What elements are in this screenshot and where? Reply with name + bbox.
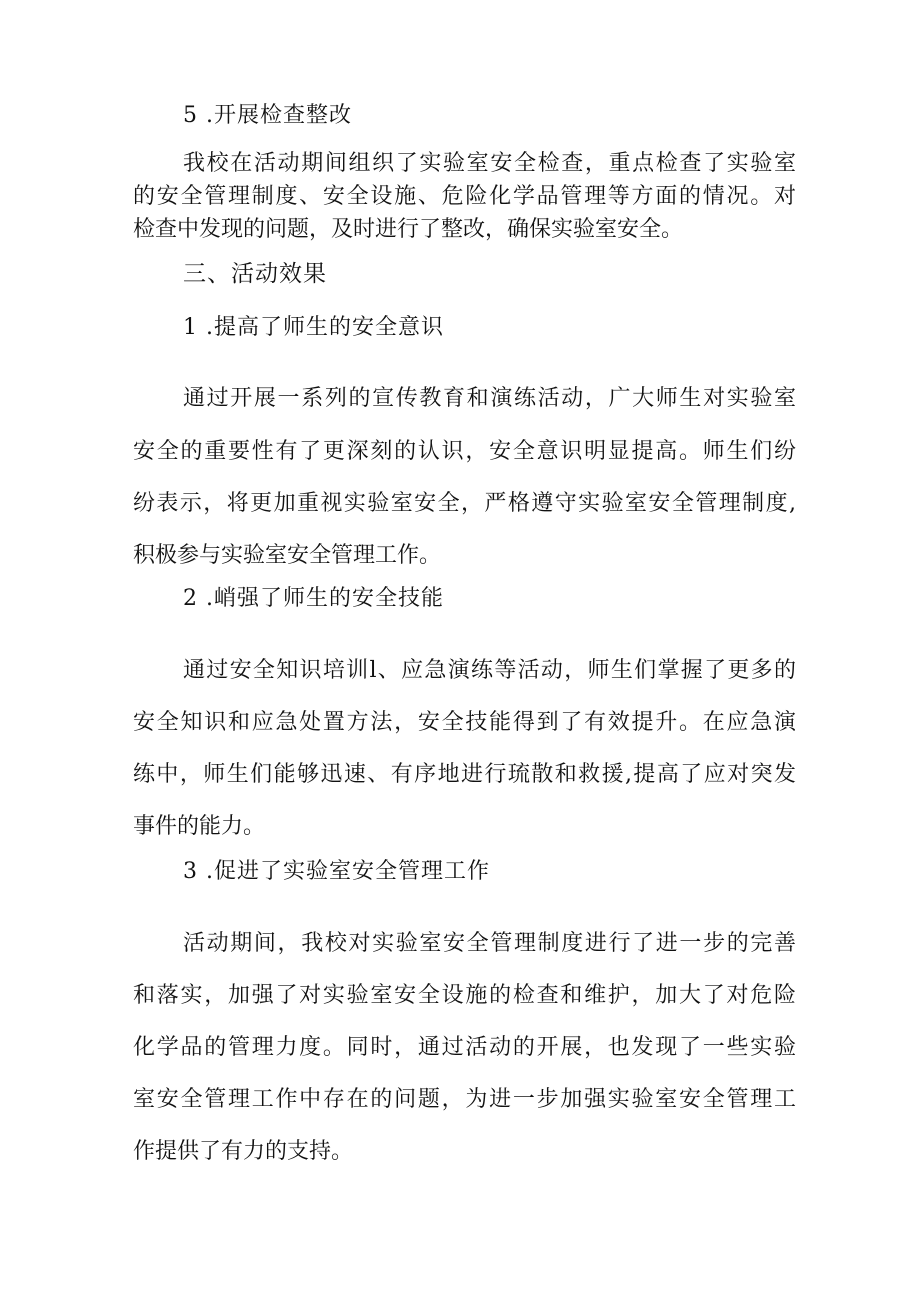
subsection-heading-1: 1 .提高了师生的安全意识 — [183, 315, 444, 340]
paragraph-line: 通过安全知识培训l、应急演练等活动，师生们掌握了更多的 — [183, 658, 796, 683]
subsection-heading-5: 5 .开展检查整改 — [183, 103, 352, 128]
paragraph-line: 练中，师生们能够迅速、有序地进行琉散和救援,提高了应对突发 — [133, 762, 796, 787]
paragraph-line: 纷表示，将更加重视实验室安全，严格遵守实验室安全管理制度, — [133, 491, 796, 516]
paragraph-line: 的安全管理制度、安全设施、危险化学品管理等方面的情况。对 — [133, 184, 796, 209]
paragraph-line: 安全知识和应急处置方法，安全技能得到了有效提升。在应急演 — [133, 710, 796, 735]
paragraph-line: 检查中发现的问题，及时进行了整改，确保实验室安全。 — [133, 217, 684, 242]
paragraph-line: 化学品的管理力度。同时，通过活动的开展，也发现了一些实验 — [133, 1035, 796, 1060]
paragraph-line: 和落实，加强了对实验室安全设施的检查和维护，加大了对危险 — [133, 983, 796, 1008]
section-heading-activity-effects: 三、活动效果 — [183, 261, 327, 287]
subsection-heading-3: 3 .促进了实验室安全管理工作 — [183, 859, 490, 884]
paragraph-management-work — [133, 929, 796, 1167]
paragraph-line: 事件的能力。 — [133, 814, 266, 839]
paragraph-line: 安全的重要性有了更深刻的认识，安全意识明显提高。师生们纷 — [133, 439, 796, 464]
paragraph-line: 作提供了有力的支持。 — [133, 1139, 354, 1164]
paragraph-line: 活动期间，我校对实验室安全管理制度进行了进一步的完善 — [183, 931, 796, 956]
subsection-heading-2: 2 .峭强了师生的安全技能 — [183, 586, 444, 611]
paragraph-safety-skills — [133, 656, 796, 842]
paragraph-inspection-rectification — [133, 149, 796, 245]
paragraph-line: 通过开展一系列的宣传教育和演练活动，广大师生对实验室 — [183, 386, 796, 411]
paragraph-safety-awareness — [133, 384, 796, 571]
paragraph-line: 室安全管理工作中存在的问题，为进一步加强实验室安全管理工 — [133, 1087, 796, 1112]
paragraph-line: 我校在活动期间组织了实验室安全检查，重点检查了实验室 — [183, 151, 796, 176]
paragraph-line: 积极参与实验室安全管理工作。 — [133, 543, 442, 568]
